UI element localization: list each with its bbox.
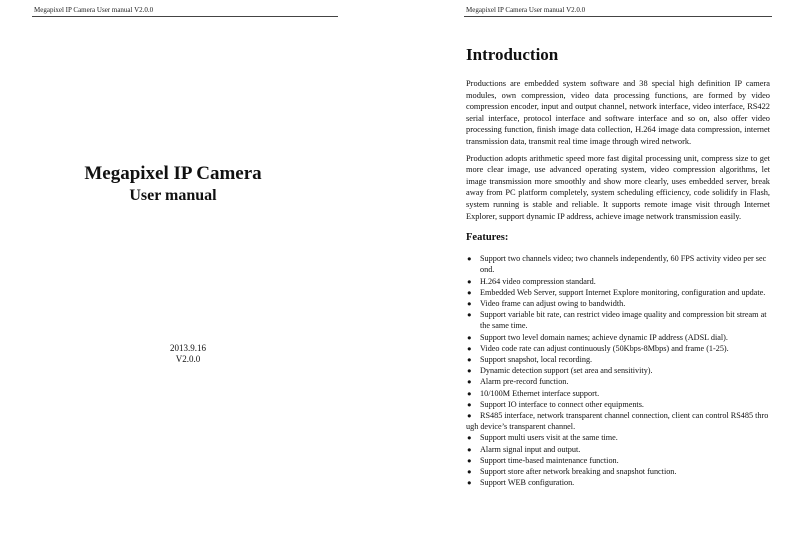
- feature-text: Dynamic detection support (set area and sensitivity).: [480, 366, 653, 376]
- bullet-icon: ●: [467, 276, 472, 286]
- bullet-icon: ●: [467, 410, 472, 420]
- header-rule: [464, 16, 772, 17]
- feature-item: [466, 365, 770, 376]
- feature-text: Support time-based maintenance function.: [480, 455, 619, 465]
- feature-item: [466, 287, 770, 298]
- cover-subtitle: User manual: [129, 187, 217, 204]
- intro-paragraph: Production adopts arithmetic speed more fast digital processing unit, compress size to get more clear image, use advanced operating system, video compression algorithms, let image transmission more smoothly and show more clearly, uses embedded server, break away from PC platform completely, system scheduling efficiency, code solidify in Flash, system running is stable and reliable. It supports remote image visit through Internet Explorer, support dynamic IP address, achieve image network transmission easily.: [466, 153, 770, 221]
- bullet-icon: ●: [467, 444, 472, 454]
- feature-item: [466, 309, 770, 331]
- feature-text: Embedded Web Server, support Internet Explore monitoring, configuration and update.: [480, 287, 766, 297]
- introduction-page: [404, 0, 808, 556]
- cover-date: 2013.9.16: [170, 343, 206, 353]
- feature-text: Support WEB configuration.: [480, 478, 575, 488]
- bullet-icon: ●: [467, 343, 472, 353]
- bullet-icon: ●: [467, 377, 472, 387]
- feature-text: Video frame can adjust owing to bandwidth.: [480, 298, 626, 308]
- introduction-content: [466, 44, 770, 488]
- feature-text: Support snapshot, local recording.: [480, 354, 593, 364]
- feature-text: 10/100M Ethernet interface support.: [480, 388, 600, 398]
- feature-item: [466, 466, 770, 477]
- bullet-icon: ●: [467, 332, 472, 342]
- feature-text: Support multi users visit at the same time.: [480, 433, 618, 443]
- header-rule: [32, 16, 338, 17]
- feature-item: [466, 444, 770, 455]
- bullet-icon: ●: [467, 254, 472, 264]
- feature-item: [466, 388, 770, 399]
- bullet-icon: ●: [467, 399, 472, 409]
- bullet-icon: ●: [467, 366, 472, 376]
- feature-item: [466, 354, 770, 365]
- features-title: Features:: [466, 232, 509, 244]
- feature-text: Support variable bit rate, can restrict video image quality and compression bit stream at the same time.: [480, 310, 767, 331]
- feature-item: [466, 298, 770, 309]
- feature-text: Support store after network breaking and snapshot function.: [480, 466, 677, 476]
- feature-item: [466, 477, 770, 488]
- running-header: Megapixel IP Camera User manual V2.0.0: [34, 6, 154, 14]
- feature-text: Alarm pre-record function.: [480, 377, 569, 387]
- bullet-icon: ●: [467, 466, 472, 476]
- feature-item: [466, 432, 770, 443]
- bullet-icon: ●: [467, 388, 472, 398]
- features-list: [466, 253, 770, 488]
- feature-text: Support two level domain names; achieve dynamic IP address (ADSL dial).: [480, 332, 728, 342]
- bullet-icon: ●: [467, 287, 472, 297]
- cover-title: Megapixel IP Camera: [84, 163, 262, 184]
- feature-text: Support two channels video; two channels independently, 60 FPS activity video per second.: [480, 254, 767, 275]
- feature-item: [466, 253, 770, 275]
- feature-text: Support IO interface to connect other equipments.: [480, 399, 644, 409]
- feature-text: H.264 video compression standard.: [480, 276, 596, 286]
- bullet-icon: ●: [467, 354, 472, 364]
- feature-text: Video code rate can adjust continuously (50Kbps-8Mbps) and frame (1-25).: [480, 343, 729, 353]
- introduction-title: Introduction: [466, 45, 559, 64]
- feature-item: [466, 455, 770, 466]
- feature-item: [466, 410, 770, 432]
- feature-text: Alarm signal input and output.: [480, 444, 581, 454]
- feature-item: [466, 399, 770, 410]
- feature-item: [466, 376, 770, 387]
- intro-paragraph: Productions are embedded system software and 38 special high definition IP camera modules, own compression, video data processing functions, are formed by video compression encoder, input and output channel, network interface, video interface, RS422 serial interface, protocol interface and software interface and so on, also offer video processing function, finish image data collection, H.264 image data compression, internet transmission data, transmit real time image through wired network.: [466, 79, 770, 146]
- feature-item: [466, 276, 770, 287]
- running-header: Megapixel IP Camera User manual V2.0.0: [466, 6, 586, 14]
- bullet-icon: ●: [467, 455, 472, 465]
- feature-item: [466, 332, 770, 343]
- cover-version: V2.0.0: [175, 354, 201, 364]
- feature-text: RS485 interface, network transparent channel connection, client can control RS485 through device’s transparent channel.: [466, 410, 769, 432]
- bullet-icon: ●: [467, 310, 472, 320]
- bullet-icon: ●: [467, 478, 472, 488]
- bullet-icon: ●: [467, 298, 472, 308]
- feature-item: [466, 343, 770, 354]
- bullet-icon: ●: [467, 433, 472, 443]
